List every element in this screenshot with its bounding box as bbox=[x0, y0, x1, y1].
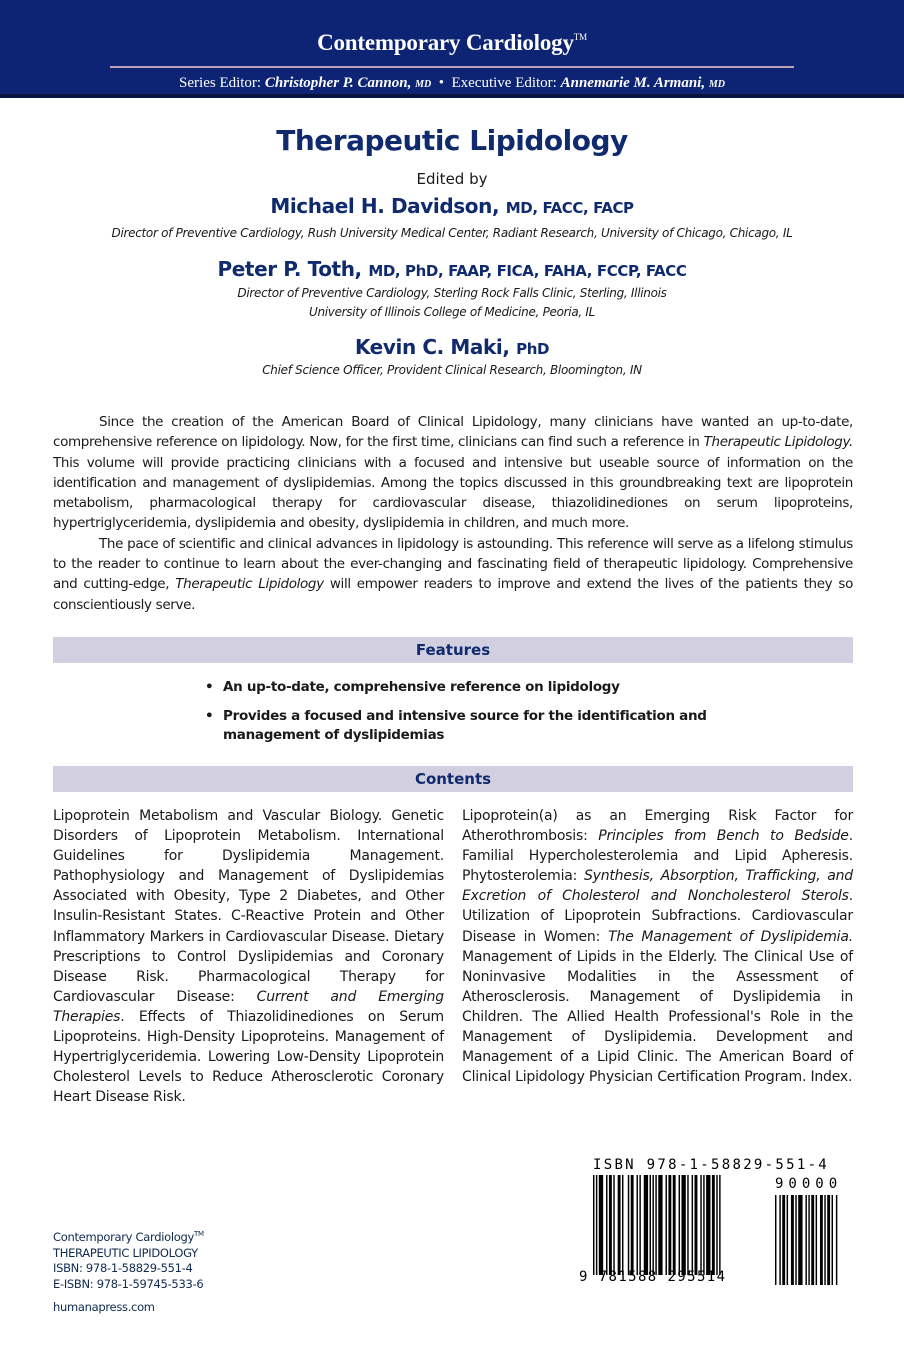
description-paragraph bbox=[53, 412, 853, 534]
barcode-bar bbox=[716, 1175, 717, 1275]
trademark-mark: TM bbox=[573, 32, 587, 42]
barcode-bar bbox=[795, 1195, 796, 1285]
features-list bbox=[205, 678, 725, 755]
series-editor-label: Series Editor: bbox=[179, 75, 262, 91]
description-paragraph bbox=[53, 534, 853, 615]
series-editor-name: Christopher P. Cannon, bbox=[264, 75, 412, 91]
barcode-bar bbox=[631, 1175, 634, 1275]
barcode-bar bbox=[599, 1175, 603, 1275]
barcode-bar bbox=[687, 1175, 688, 1275]
barcode-bar bbox=[824, 1195, 825, 1285]
colophon-eisbn: E-ISBN: 978-1-59745-533-6 bbox=[53, 1276, 204, 1291]
series-editors-line bbox=[0, 75, 904, 92]
barcode-bar bbox=[639, 1175, 640, 1275]
editor-affiliation: University of Illinois College of Medicine, Peoria, IL bbox=[308, 305, 596, 319]
text-run: Lipoprotein(a) as an Emerging Risk Factor for Atherothrombosis: bbox=[462, 808, 853, 845]
header-divider bbox=[110, 66, 794, 68]
barcode-bar bbox=[832, 1195, 833, 1285]
editor-credentials: MD, FACC, FACP bbox=[505, 199, 634, 217]
colophon-series bbox=[53, 1227, 204, 1246]
barcode-bar bbox=[695, 1175, 698, 1275]
isbn-barcode bbox=[579, 1157, 855, 1287]
text-run: . Familial Hypercholesterolemia and Lipid Apheresis. Phytosterolemia: bbox=[462, 828, 853, 885]
text-run: . Utilization of Lipoprotein Subfractions. Cardiovascular Disease in Women: bbox=[462, 888, 853, 945]
colophon-title: THERAPEUTIC LIPIDOLOGY bbox=[53, 1245, 198, 1260]
barcode-bar bbox=[655, 1175, 656, 1275]
editor-affiliation: Director of Preventive Cardiology, Sterling Rock Falls Clinic, Sterling, Illinois bbox=[237, 286, 667, 300]
barcode-bar bbox=[782, 1195, 785, 1285]
barcode-addon-bars bbox=[775, 1195, 855, 1285]
barcode-bar bbox=[613, 1175, 614, 1275]
editor-name: Michael H. Davidson, bbox=[270, 194, 500, 218]
barcode-bar bbox=[779, 1195, 780, 1285]
barcode-bar bbox=[775, 1195, 776, 1285]
contents-column-left bbox=[53, 806, 444, 1107]
text-run: Since the creation of the American Board of Clinical Lipidology, many clinicians have wanted an up-to-date, comprehensive reference on lipidology. Now, for the first time, clinicians can find such a reference in bbox=[53, 414, 853, 451]
barcode-bar bbox=[593, 1175, 594, 1275]
publisher-website[interactable]: humanapress.com bbox=[53, 1300, 155, 1314]
italic-title: Therapeutic Lipidology. bbox=[703, 434, 854, 451]
contents-heading: Contents bbox=[53, 766, 853, 792]
barcode-bar bbox=[706, 1175, 710, 1275]
editor-credentials: MD, PhD, FAAP, FICA, FAHA, FCCP, FACC bbox=[368, 262, 687, 280]
series-editor-degree: MD bbox=[415, 79, 432, 90]
text-run: Lipoprotein Metabolism and Vascular Biology. Genetic Disorders of Lipoprotein Metabolism. International Guidelines for Dyslipidemia Management. Pathophysiology and Management of Dyslipidemias Associated with Obesity, Type 2 Diabetes, and Other Insulin-Resistant States. C-Reactive Protein and Other Inflammatory Markers in Cardiovascular Disease. Dietary Prescriptions to Control Dyslipidemias and Coronary Disease Risk. Pharmacological Therapy for Cardiovascular Disease: bbox=[53, 808, 444, 1005]
barcode-bar bbox=[679, 1175, 680, 1275]
barcode-bar bbox=[836, 1195, 837, 1285]
executive-editor-name: Annemarie M. Armani, bbox=[560, 75, 706, 91]
barcode-bar bbox=[650, 1175, 651, 1275]
feature-text: Provides a focused and intensive source for the identification and management of dyslipidemias bbox=[223, 708, 707, 743]
edited-by-label: Edited by bbox=[416, 170, 488, 188]
editor-name-toth bbox=[0, 257, 904, 281]
barcode-bar bbox=[622, 1175, 623, 1275]
barcode-bar bbox=[658, 1175, 662, 1275]
barcode-bar bbox=[820, 1195, 823, 1285]
barcode-bar bbox=[787, 1195, 788, 1285]
series-title-text: Contemporary Cardiology bbox=[317, 30, 574, 55]
barcode-bar bbox=[791, 1195, 794, 1285]
italic-subtitle: Current and Emerging Therapies bbox=[53, 988, 444, 1025]
italic-subtitle: The Management of Dyslipidemia. bbox=[608, 928, 853, 945]
editor-credentials: PhD bbox=[516, 340, 550, 358]
colophon bbox=[53, 1227, 204, 1316]
editor-affiliation: Director of Preventive Cardiology, Rush University Medical Center, Radiant Research, University of Chicago, Chicago, IL bbox=[111, 226, 793, 240]
barcode-bar bbox=[666, 1175, 667, 1275]
editor-name: Kevin C. Maki, bbox=[354, 335, 510, 359]
barcode-bar bbox=[596, 1175, 597, 1275]
barcode-bar bbox=[628, 1175, 629, 1275]
barcode-bar bbox=[798, 1195, 802, 1285]
barcode-bar bbox=[668, 1175, 671, 1275]
feature-item bbox=[205, 707, 725, 745]
editor-name: Peter P. Toth, bbox=[217, 257, 362, 281]
feature-text: An up-to-date, comprehensive reference on lipidology bbox=[223, 679, 620, 695]
barcode-isbn-label: ISBN 978-1-58829-551-4 bbox=[593, 1157, 830, 1173]
text-run: will empower readers to improve and extend the lives of the patients they so conscientiously serve. bbox=[53, 576, 853, 613]
series-header-band bbox=[0, 0, 904, 98]
italic-title: Therapeutic Lipidology bbox=[175, 576, 324, 593]
barcode-bar bbox=[811, 1195, 814, 1285]
text-run: Management of Lipids in the Elderly. The Clinical Use of Noninvasive Modalities in the Assessment of Atherosclerosis. Management of Dyslipidemia in Children. The Allied Health Professional's Role in the Management of Dyslipidemia. Development and Management of a Lipid Clinic. The American Board of Clinical Lipidology Physician Certification Program. Index. bbox=[462, 948, 853, 1086]
executive-editor-degree: MD bbox=[708, 79, 725, 90]
editor-name-davidson bbox=[0, 194, 904, 218]
barcode-bar bbox=[637, 1175, 638, 1275]
barcode-bar bbox=[719, 1175, 720, 1275]
barcode-bar bbox=[652, 1175, 653, 1275]
barcode-bar bbox=[703, 1175, 704, 1275]
editor-name-maki bbox=[0, 335, 904, 359]
bullet-separator: • bbox=[438, 75, 444, 91]
barcode-bar bbox=[681, 1175, 685, 1275]
description-text bbox=[53, 412, 853, 615]
features-heading: Features bbox=[53, 637, 853, 663]
bullet-icon: • bbox=[205, 679, 214, 695]
colophon-isbn: ISBN: 978-1-58829-551-4 bbox=[53, 1261, 193, 1275]
text-run: . Effects of Thiazolidinediones on Serum Lipoproteins. High-Density Lipoproteins. Management of Hypertriglyceridemia. Lowering Low-Density Lipoprotein Cholesterol Levels to Reduce Atherosclerotic Coronary Heart Disease Risk. bbox=[53, 1008, 444, 1106]
bullet-icon: • bbox=[205, 708, 214, 724]
barcode-bar bbox=[692, 1175, 693, 1275]
series-title bbox=[0, 30, 904, 56]
editor-affiliation: Chief Science Officer, Provident Clinical Research, Bloomington, IN bbox=[262, 363, 642, 377]
barcode-bar bbox=[700, 1175, 701, 1275]
contents-column-right bbox=[462, 806, 853, 1087]
barcode-bar bbox=[618, 1175, 621, 1275]
italic-subtitle: Principles from Bench to Bedside bbox=[598, 828, 849, 845]
barcode-bar bbox=[712, 1175, 715, 1275]
executive-editor-label: Executive Editor: bbox=[451, 75, 557, 91]
series-name: Contemporary Cardiology bbox=[53, 1230, 195, 1244]
barcode-price-code: 90000 bbox=[775, 1176, 843, 1192]
barcode-bar bbox=[827, 1195, 830, 1285]
feature-item bbox=[205, 678, 725, 697]
barcode-bar bbox=[673, 1175, 676, 1275]
barcode-digits: 9 781588 295514 bbox=[579, 1269, 727, 1285]
barcode-bar bbox=[816, 1195, 817, 1285]
barcode-bar bbox=[609, 1175, 612, 1275]
barcode-bar bbox=[644, 1175, 648, 1275]
trademark-mark: TM bbox=[194, 1230, 204, 1238]
barcode-bar bbox=[808, 1195, 809, 1285]
barcode-bar bbox=[606, 1175, 607, 1275]
italic-subtitle: Synthesis, Absorption, Trafficking, and Excretion of Cholesterol and Noncholesterol Sterols bbox=[462, 868, 853, 905]
barcode-bar bbox=[805, 1195, 806, 1285]
text-run: The pace of scientific and clinical advances in lipidology is astounding. This reference will serve as a lifelong stimulus to the reader to continue to learn about the ever-changing and fascinating field of therapeutic lipidology. Comprehensive and cutting-edge, bbox=[53, 535, 853, 593]
text-run: This volume will provide practicing clinicians with a focused and intensive but useable source of information on the identification and management of dyslipidemias. Among the topics discussed in this groundbreaking text are lipoprotein metabolism, pharmacological therapy for cardiovascular disease, thiazolidinediones on serum lipoproteins, hypertriglyceridemia, dyslipidemia and obesity, dyslipidemia in children, and much more. bbox=[53, 454, 853, 532]
book-title: Therapeutic Lipidology bbox=[276, 124, 628, 157]
